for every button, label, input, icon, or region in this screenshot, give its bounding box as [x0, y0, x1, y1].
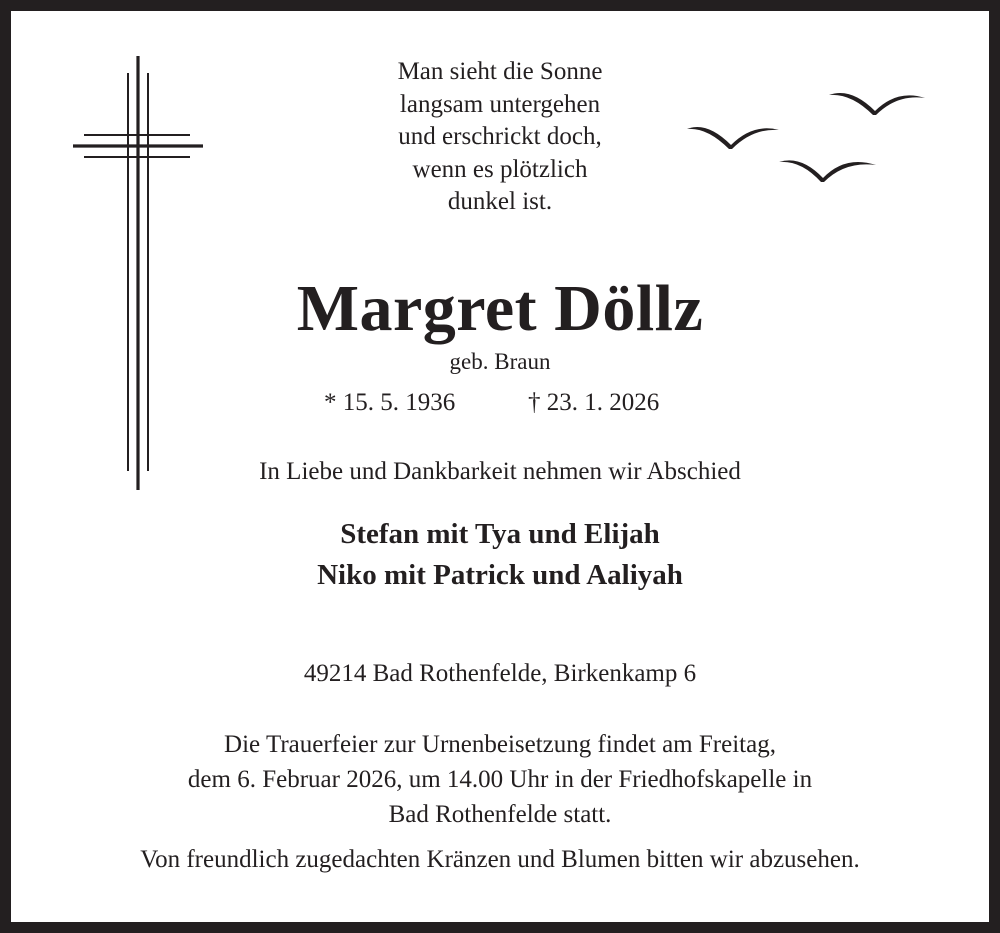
poem-line: dunkel ist. — [447, 188, 553, 215]
family-line: Stefan mit Tya und Elijah — [340, 518, 660, 550]
notice-line: dem 6. Februar 2026, um 14.00 Uhr in der Friedhofskapelle in — [187, 766, 813, 793]
notice-line: Bad Rothenfelde statt. — [388, 801, 612, 828]
poem-line: wenn es plötzlich — [412, 155, 588, 183]
birth-name: geb. Braun — [449, 349, 551, 374]
closing-request: Von freundlich zugedachten Kränzen und Blumen bitten wir abzusehen. — [140, 846, 860, 873]
notice-line: Die Trauerfeier zur Urnenbeisetzung findet am Freitag, — [224, 731, 776, 758]
poem — [11, 56, 989, 219]
address: 49214 Bad Rothenfelde, Birkenkamp 6 — [303, 660, 697, 687]
death-date: † 23. 1. 2026 — [528, 389, 660, 416]
deceased-name: Margret Döllz — [296, 272, 704, 345]
poem-line: und erschrickt doch, — [398, 123, 602, 150]
poem-line: Man sieht die Sonne — [397, 58, 603, 85]
funeral-notice — [11, 727, 989, 832]
birth-date: * 15. 5. 1936 — [324, 389, 456, 416]
life-dates — [11, 388, 989, 418]
farewell-text: In Liebe und Dankbarkeit nehmen wir Abschied — [259, 458, 741, 485]
poem-line: langsam untergehen — [399, 90, 601, 118]
family-line: Niko mit Patrick und Aaliyah — [317, 559, 683, 591]
